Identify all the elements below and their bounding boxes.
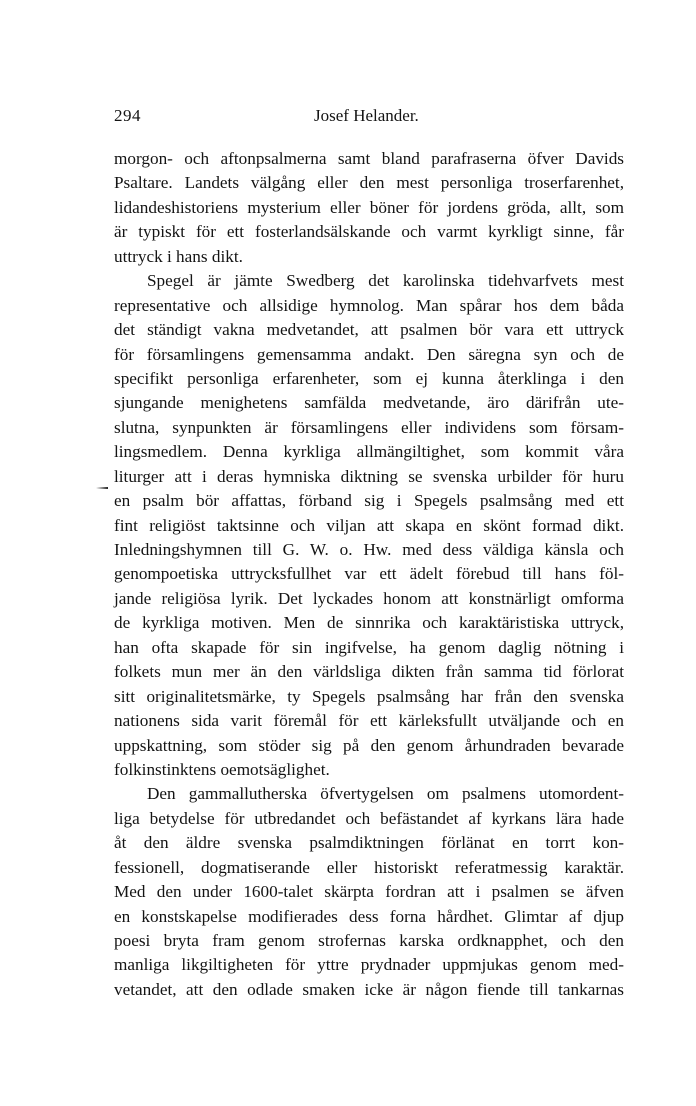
text-line: slutna, synpunkten är församlingens eller individens som försam- — [114, 417, 624, 437]
page-number: 294 — [114, 106, 141, 125]
text-line: sjungande menighetens samfälda medvetande, äro därifrån ute- — [114, 393, 624, 413]
text-line: är typiskt för ett fosterlandsälskande och varmt kyrkligt sinne, får — [114, 222, 624, 242]
page-header — [114, 106, 624, 128]
text-line: det ständigt vakna medvetandet, att psalmen bör vara ett uttryck — [114, 320, 624, 340]
running-head: Josef Helander. — [314, 106, 419, 125]
text-line: folkinstinktens oemotsäglighet. — [114, 759, 330, 779]
text-line: uppskattning, som stöder sig på den genom århundraden bevarade — [114, 735, 624, 755]
text-line: åt den äldre svenska psalmdiktningen förlänat en torrt kon- — [114, 833, 624, 853]
text-line: en konstskapelse modifierades dess forna hårdhet. Glimtar af djup — [114, 906, 624, 926]
text-line: lingsmedlem. Denna kyrkliga allmängiltighet, som kommit våra — [114, 442, 624, 462]
text-line: specifikt personliga erfarenheter, som ej kunna återklinga i den — [114, 368, 624, 388]
text-line: folkets mun mer än den världsliga dikten från samma tid förlorat — [114, 662, 624, 682]
text-line: manliga likgiltigheten för yttre prydnader uppmjukas genom med- — [114, 955, 624, 975]
margin-mark — [96, 486, 108, 490]
text-line: sitt originalitetsmärke, ty Spegels psalmsång har från den svenska — [114, 686, 624, 706]
text-line: för församlingens gemensamma andakt. Den säregna syn och de — [114, 344, 624, 364]
text-line: poesi bryta fram genom strofernas karska ordknapphet, och den — [114, 931, 624, 950]
text-line: Inledningshymnen till G. W. o. Hw. med dess väldiga känsla och — [114, 540, 624, 559]
text-line: fint religiöst taktsinne och viljan att skapa en skönt formad dikt. — [114, 515, 624, 535]
text-line: lidandeshistoriens mysterium eller böner för jordens gröda, allt, som — [114, 197, 624, 217]
text-line: fessionell, dogmatiserande eller historiskt referatmessig karaktär. — [114, 857, 624, 877]
body-text — [114, 147, 624, 1002]
text-line: jande religiösa lyrik. Det lyckades honom att konstnärligt omforma — [114, 588, 624, 608]
text-line: genompoetiska uttrycksfullhet var ett ädelt förebud till hans föl- — [114, 564, 624, 584]
text-line: Psaltare. Landets välgång eller den mest personliga troserfarenhet, — [114, 173, 624, 193]
text-line: uttryck i hans dikt. — [114, 246, 243, 266]
text-line: en psalm bör affattas, förband sig i Spegels psalmsång med ett — [114, 491, 624, 511]
text-line: nationens sida varit föremål för ett kärleksfullt utväljande och en — [114, 711, 624, 731]
text-line: representative och allsidige hymnolog. Man spårar hos dem båda — [114, 295, 624, 315]
text-line: liga betydelse för utbredandet och befästandet af kyrkans lära hade — [114, 808, 624, 828]
text-line: Spegel är jämte Swedberg det karolinska tidehvarfvets mest — [147, 271, 624, 291]
text-line: vetandet, att den odlade smaken icke är någon fiende till tankarnas — [114, 979, 624, 999]
text-line: Med den under 1600-talet skärpta fordran att i psalmen se äfven — [114, 882, 624, 902]
text-line: han ofta skapade för sin ingifvelse, ha genom daglig nötning i — [114, 637, 624, 657]
text-line: morgon- och aftonpsalmerna samt bland parafraserna öfver Davids — [114, 149, 624, 168]
text-line: Den gammallutherska öfvertygelsen om psalmens utomordent- — [147, 784, 624, 804]
text-line: de kyrkliga motiven. Men de sinnrika och karaktäristiska uttryck, — [114, 613, 624, 633]
text-line: liturger att i deras hymniska diktning se svenska urbilder för huru — [114, 466, 624, 486]
